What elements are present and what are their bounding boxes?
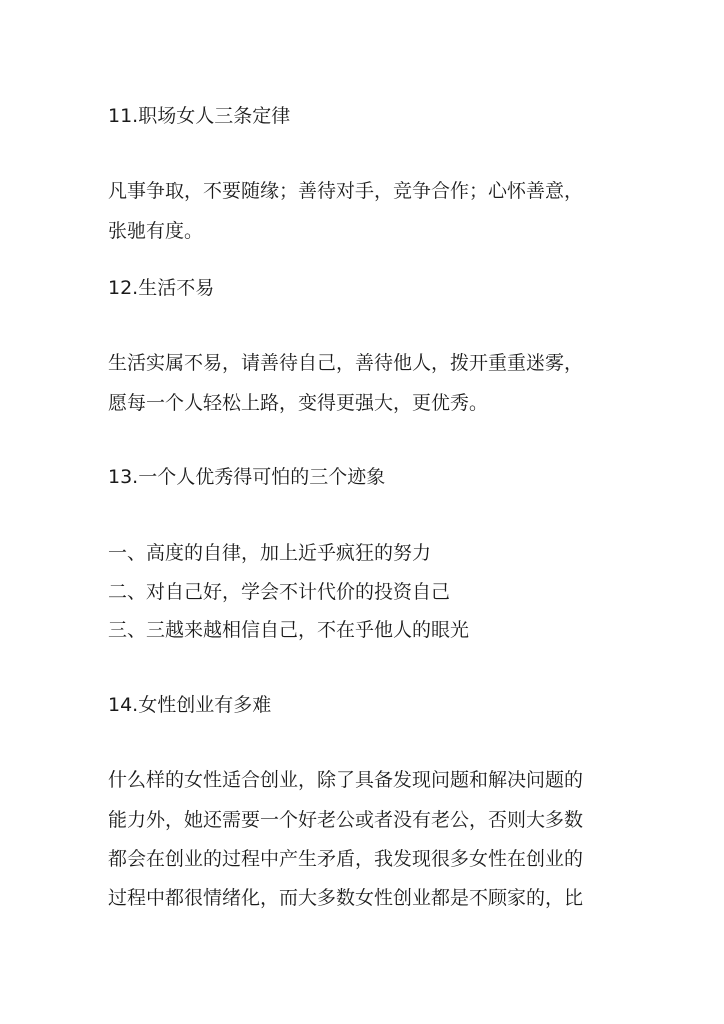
section-13-item-3: 三、三越来越相信自己，不在乎他人的眼光 [108, 619, 470, 641]
section-12-body-line-1: 生活实属不易，请善待自己，善待他人，拨开重重迷雾， [108, 352, 584, 374]
section-14-body-line-2: 能力外，她还需要一个好老公或者没有老公，否则大多数 [108, 809, 584, 831]
section-13-item-1: 一、高度的自律，加上近乎疯狂的努力 [108, 542, 432, 564]
section-14-heading: 14.女性创业有多难 [108, 694, 272, 716]
section-13-heading: 13.一个人优秀得可怕的三个迹象 [108, 466, 386, 488]
section-14-body-line-4: 过程中都很情绪化，而大多数女性创业都是不顾家的，比 [108, 887, 584, 909]
section-12-body-line-2: 愿每一个人轻松上路，变得更强大，更优秀。 [108, 392, 489, 414]
section-12-heading: 12.生活不易 [108, 277, 215, 299]
section-11-body-line-1: 凡事争取，不要随缘；善待对手，竞争合作；心怀善意， [108, 180, 584, 202]
section-14-body-line-1: 什么样的女性适合创业，除了具备发现问题和解决问题的 [108, 769, 584, 791]
section-14-body-line-3: 都会在创业的过程中产生矛盾，我发现很多女性在创业的 [108, 848, 584, 870]
section-13-item-2: 二、对自己好，学会不计代价的投资自己 [108, 581, 451, 603]
section-11-body-line-2: 张驰有度。 [108, 220, 204, 242]
section-11-heading: 11.职场女人三条定律 [108, 105, 291, 127]
